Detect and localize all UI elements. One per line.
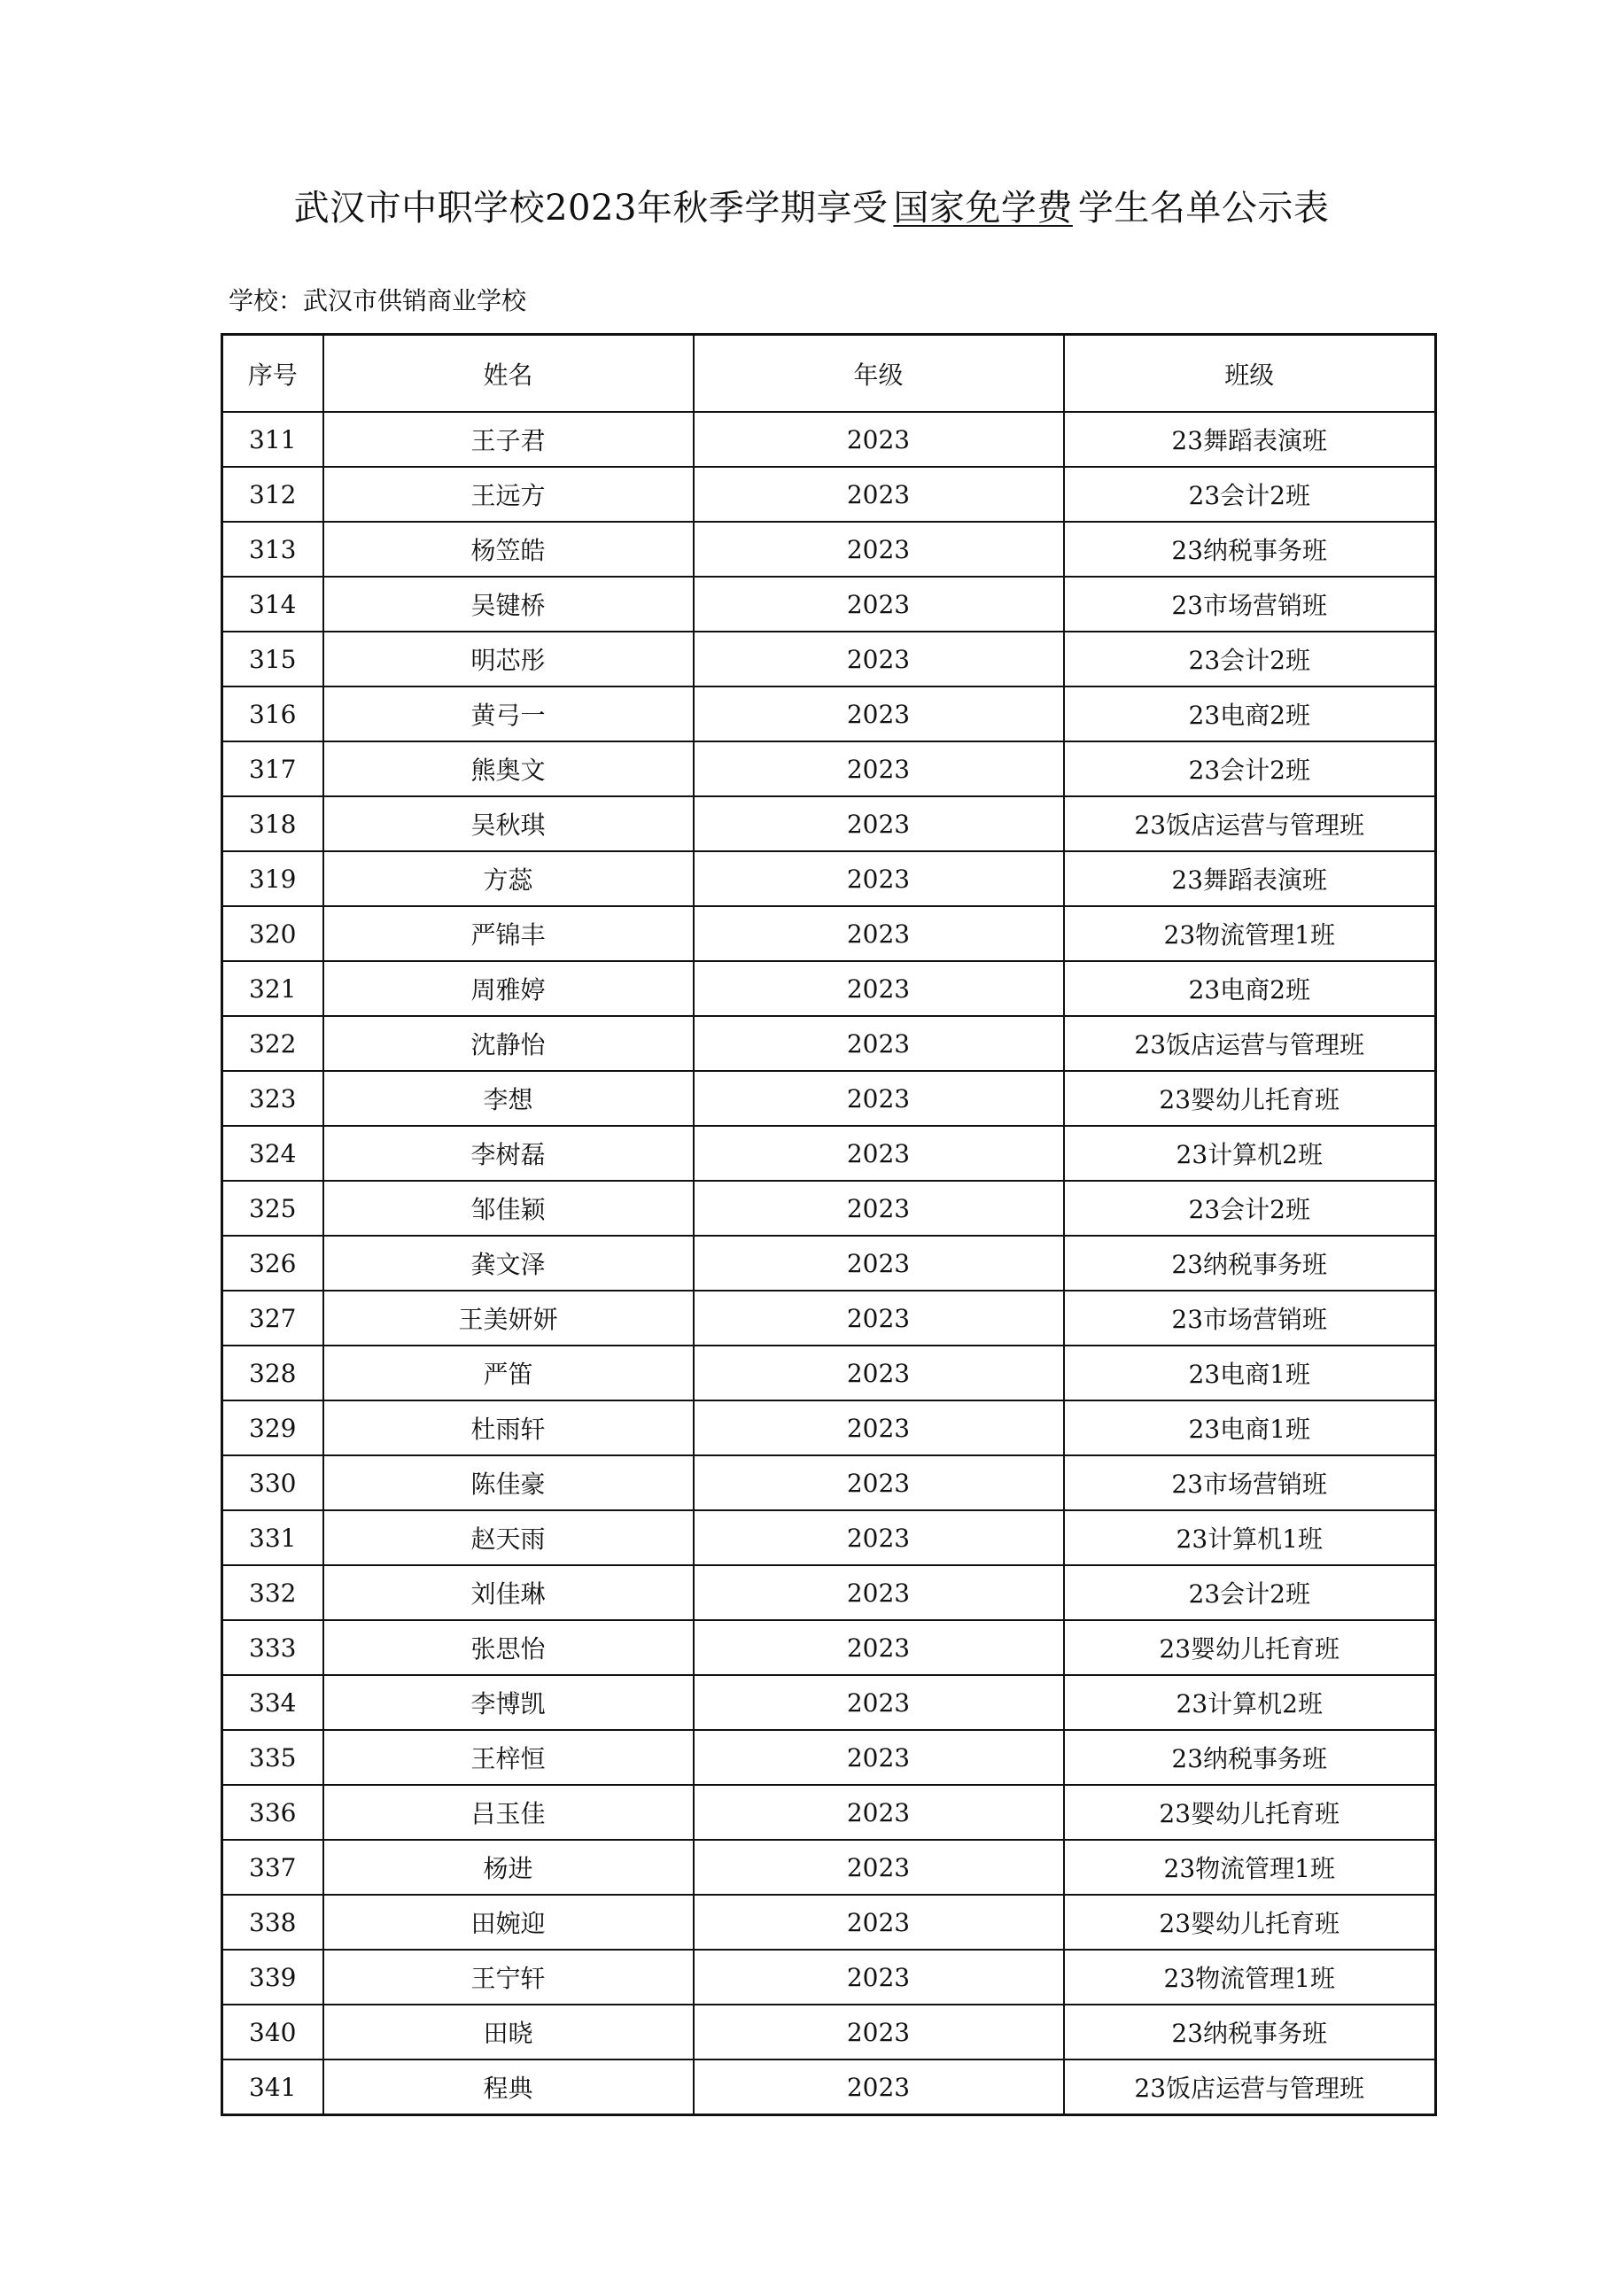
- table-row: [222, 1071, 1436, 1126]
- cell-class: 23饭店运营与管理班: [1064, 2059, 1436, 2115]
- cell-grade: 2023: [694, 906, 1064, 961]
- cell-name: 王宁轩: [323, 1950, 694, 2005]
- table-row: [222, 741, 1436, 796]
- cell-name: 沈静怡: [323, 1016, 694, 1071]
- cell-name: 龚文泽: [323, 1236, 694, 1291]
- cell-class: 23物流管理1班: [1064, 1950, 1436, 2005]
- cell-serial: 334: [222, 1675, 323, 1730]
- cell-grade: 2023: [694, 522, 1064, 577]
- cell-name: 熊奥文: [323, 741, 694, 796]
- cell-serial: 321: [222, 961, 323, 1016]
- table-row: [222, 796, 1436, 851]
- page-title: [0, 182, 1623, 235]
- cell-grade: 2023: [694, 1565, 1064, 1620]
- cell-class: 23会计2班: [1064, 741, 1436, 796]
- table-row: [222, 1840, 1436, 1895]
- cell-name: 吕玉佳: [323, 1785, 694, 1840]
- table-row: [222, 1181, 1436, 1236]
- table-row: [222, 1400, 1436, 1455]
- table-row: [222, 1455, 1436, 1510]
- cell-serial: 336: [222, 1785, 323, 1840]
- table-row: [222, 961, 1436, 1016]
- cell-class: 23市场营销班: [1064, 577, 1436, 632]
- cell-serial: 313: [222, 522, 323, 577]
- table-row: [222, 1675, 1436, 1730]
- cell-name: 赵天雨: [323, 1510, 694, 1565]
- cell-name: 李想: [323, 1071, 694, 1126]
- table-row: [222, 522, 1436, 577]
- cell-name: 严锦丰: [323, 906, 694, 961]
- table-row: [222, 1236, 1436, 1291]
- cell-serial: 340: [222, 2005, 323, 2059]
- cell-name: 张思怡: [323, 1620, 694, 1675]
- school-name: 武汉市供销商业学校: [303, 286, 527, 315]
- cell-grade: 2023: [694, 961, 1064, 1016]
- cell-grade: 2023: [694, 1291, 1064, 1346]
- school-label: 学校：: [229, 286, 304, 315]
- cell-class: 23计算机1班: [1064, 1510, 1436, 1565]
- table-row: [222, 1895, 1436, 1950]
- cell-grade: 2023: [694, 1620, 1064, 1675]
- table-row: [222, 1016, 1436, 1071]
- cell-serial: 326: [222, 1236, 323, 1291]
- cell-class: 23计算机2班: [1064, 1675, 1436, 1730]
- cell-name: 程典: [323, 2059, 694, 2115]
- cell-name: 王远方: [323, 467, 694, 522]
- cell-serial: 312: [222, 467, 323, 522]
- table-row: [222, 467, 1436, 522]
- cell-class: 23会计2班: [1064, 632, 1436, 686]
- cell-name: 邹佳颖: [323, 1181, 694, 1236]
- cell-class: 23会计2班: [1064, 467, 1436, 522]
- cell-serial: 314: [222, 577, 323, 632]
- cell-name: 严笛: [323, 1346, 694, 1400]
- header-name: 姓名: [323, 335, 694, 413]
- cell-grade: 2023: [694, 1126, 1064, 1181]
- cell-name: 明芯彤: [323, 632, 694, 686]
- cell-serial: 333: [222, 1620, 323, 1675]
- cell-class: 23物流管理1班: [1064, 906, 1436, 961]
- table-header-row: [222, 335, 1436, 413]
- cell-name: 陈佳豪: [323, 1455, 694, 1510]
- cell-grade: 2023: [694, 686, 1064, 741]
- table-row: [222, 1785, 1436, 1840]
- cell-grade: 2023: [694, 577, 1064, 632]
- cell-name: 方蕊: [323, 851, 694, 906]
- cell-serial: 338: [222, 1895, 323, 1950]
- cell-serial: 316: [222, 686, 323, 741]
- cell-serial: 335: [222, 1730, 323, 1785]
- cell-name: 李博凯: [323, 1675, 694, 1730]
- cell-name: 杨笠皓: [323, 522, 694, 577]
- title-suffix: 学生名单公示表: [1077, 188, 1330, 229]
- cell-grade: 2023: [694, 1785, 1064, 1840]
- cell-serial: 325: [222, 1181, 323, 1236]
- cell-serial: 323: [222, 1071, 323, 1126]
- cell-serial: 315: [222, 632, 323, 686]
- cell-class: 23电商1班: [1064, 1346, 1436, 1400]
- cell-class: 23纳税事务班: [1064, 1236, 1436, 1291]
- table-row: [222, 1730, 1436, 1785]
- cell-grade: 2023: [694, 1236, 1064, 1291]
- cell-serial: 317: [222, 741, 323, 796]
- table-row: [222, 851, 1436, 906]
- cell-class: 23电商1班: [1064, 1400, 1436, 1455]
- cell-grade: 2023: [694, 1950, 1064, 2005]
- table-row: [222, 577, 1436, 632]
- cell-grade: 2023: [694, 1895, 1064, 1950]
- cell-class: 23会计2班: [1064, 1565, 1436, 1620]
- table-row: [222, 1565, 1436, 1620]
- table-row: [222, 2005, 1436, 2059]
- cell-serial: 324: [222, 1126, 323, 1181]
- cell-serial: 337: [222, 1840, 323, 1895]
- cell-grade: 2023: [694, 1346, 1064, 1400]
- cell-name: 吴秋琪: [323, 796, 694, 851]
- cell-name: 李树磊: [323, 1126, 694, 1181]
- cell-grade: 2023: [694, 1455, 1064, 1510]
- cell-serial: 320: [222, 906, 323, 961]
- cell-grade: 2023: [694, 1675, 1064, 1730]
- cell-serial: 318: [222, 796, 323, 851]
- header-class: 班级: [1064, 335, 1436, 413]
- cell-class: 23物流管理1班: [1064, 1840, 1436, 1895]
- cell-serial: 327: [222, 1291, 323, 1346]
- cell-class: 23婴幼儿托育班: [1064, 1620, 1436, 1675]
- table-row: [222, 906, 1436, 961]
- cell-name: 王梓恒: [323, 1730, 694, 1785]
- cell-class: 23婴幼儿托育班: [1064, 1785, 1436, 1840]
- table-body: [222, 412, 1436, 2115]
- cell-grade: 2023: [694, 1016, 1064, 1071]
- school-line: [229, 283, 526, 319]
- table-row: [222, 632, 1436, 686]
- cell-name: 杜雨轩: [323, 1400, 694, 1455]
- cell-name: 周雅婷: [323, 961, 694, 1016]
- cell-class: 23市场营销班: [1064, 1455, 1436, 1510]
- table-row: [222, 1620, 1436, 1675]
- cell-class: 23纳税事务班: [1064, 1730, 1436, 1785]
- cell-class: 23饭店运营与管理班: [1064, 1016, 1436, 1071]
- cell-grade: 2023: [694, 741, 1064, 796]
- header-grade: 年级: [694, 335, 1064, 413]
- cell-grade: 2023: [694, 1181, 1064, 1236]
- cell-class: 23会计2班: [1064, 1181, 1436, 1236]
- header-serial: 序号: [222, 335, 323, 413]
- cell-serial: 319: [222, 851, 323, 906]
- table-row: [222, 686, 1436, 741]
- cell-grade: 2023: [694, 796, 1064, 851]
- cell-name: 杨进: [323, 1840, 694, 1895]
- cell-name: 刘佳琳: [323, 1565, 694, 1620]
- cell-serial: 328: [222, 1346, 323, 1400]
- cell-serial: 332: [222, 1565, 323, 1620]
- table-row: [222, 1346, 1436, 1400]
- cell-name: 田晓: [323, 2005, 694, 2059]
- cell-serial: 322: [222, 1016, 323, 1071]
- cell-serial: 331: [222, 1510, 323, 1565]
- cell-name: 黄弓一: [323, 686, 694, 741]
- cell-class: 23电商2班: [1064, 961, 1436, 1016]
- cell-grade: 2023: [694, 2059, 1064, 2115]
- table-row: [222, 1510, 1436, 1565]
- cell-name: 王子君: [323, 412, 694, 467]
- cell-grade: 2023: [694, 851, 1064, 906]
- cell-grade: 2023: [694, 1400, 1064, 1455]
- cell-class: 23婴幼儿托育班: [1064, 1895, 1436, 1950]
- cell-name: 王美妍妍: [323, 1291, 694, 1346]
- cell-serial: 341: [222, 2059, 323, 2115]
- cell-grade: 2023: [694, 1071, 1064, 1126]
- cell-serial: 330: [222, 1455, 323, 1510]
- cell-name: 吴键桥: [323, 577, 694, 632]
- cell-serial: 329: [222, 1400, 323, 1455]
- cell-grade: 2023: [694, 467, 1064, 522]
- title-underlined-subsidy: 国家免学费: [893, 188, 1073, 229]
- cell-serial: 339: [222, 1950, 323, 2005]
- cell-name: 田婉迎: [323, 1895, 694, 1950]
- cell-serial: 311: [222, 412, 323, 467]
- cell-class: 23纳税事务班: [1064, 522, 1436, 577]
- cell-class: 23舞蹈表演班: [1064, 412, 1436, 467]
- cell-grade: 2023: [694, 2005, 1064, 2059]
- cell-class: 23计算机2班: [1064, 1126, 1436, 1181]
- table-row: [222, 412, 1436, 467]
- title-prefix: 武汉市中职学校2023年秋季学期享受: [293, 188, 889, 229]
- cell-class: 23市场营销班: [1064, 1291, 1436, 1346]
- cell-class: 23舞蹈表演班: [1064, 851, 1436, 906]
- cell-class: 23婴幼儿托育班: [1064, 1071, 1436, 1126]
- table-row: [222, 2059, 1436, 2115]
- cell-class: 23纳税事务班: [1064, 2005, 1436, 2059]
- student-roster-table: [221, 333, 1437, 2116]
- table-row: [222, 1950, 1436, 2005]
- cell-grade: 2023: [694, 1510, 1064, 1565]
- table-row: [222, 1291, 1436, 1346]
- table-row: [222, 1126, 1436, 1181]
- cell-class: 23电商2班: [1064, 686, 1436, 741]
- cell-class: 23饭店运营与管理班: [1064, 796, 1436, 851]
- cell-grade: 2023: [694, 412, 1064, 467]
- cell-grade: 2023: [694, 1730, 1064, 1785]
- cell-grade: 2023: [694, 1840, 1064, 1895]
- cell-grade: 2023: [694, 632, 1064, 686]
